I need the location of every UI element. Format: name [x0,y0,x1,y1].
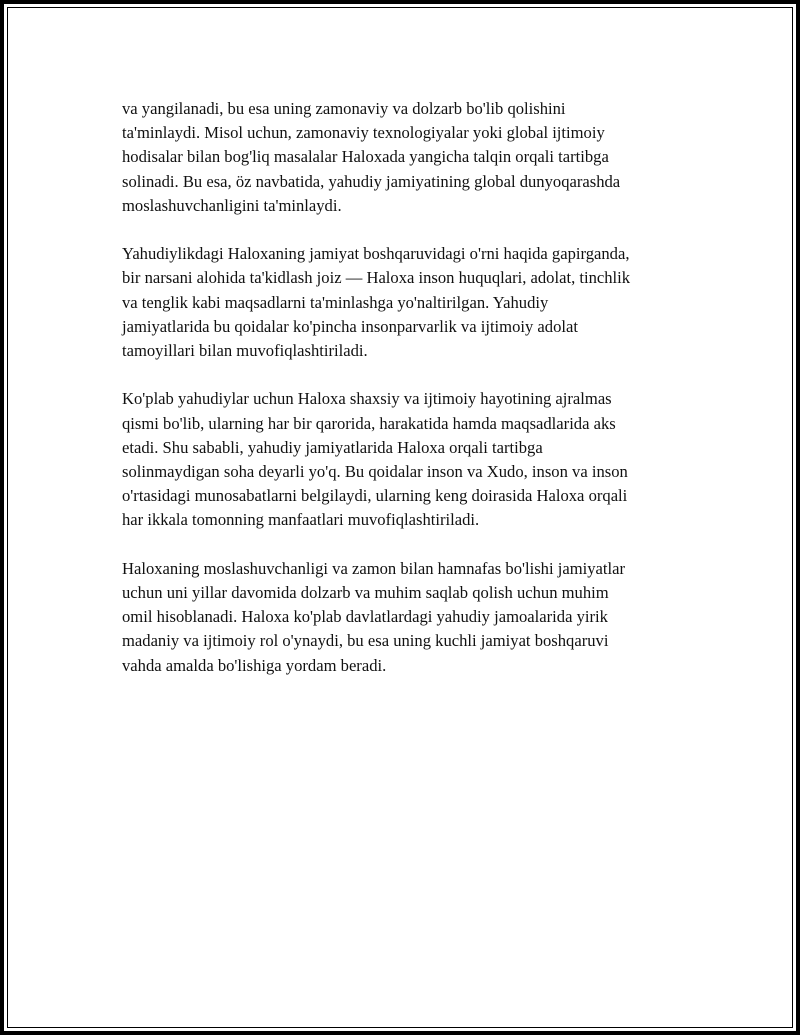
text-line: ta'minlaydi. Misol uchun, zamonaviy texnologiyalar yoki global ijtimoiy [122,123,605,143]
paragraph-4 [122,557,712,678]
text-line: etadi. Shu sababli, yahudiy jamiyatlarida Haloxa orqali tartibga [122,437,543,457]
text-line: qismi bo'lib, ularning har bir qarorida, harakatida hamda maqsadlarida aks [122,413,616,433]
text-line: uchun uni yillar davomida dolzarb va muhim saqlab qolish uchun muhim [122,583,609,603]
text-line: jamiyatlarida bu qoidalar ko'pincha insonparvarlik va ijtimoiy adolat [122,316,578,336]
text-line: bir narsani alohida ta'kidlash joiz — Haloxa inson huquqlari, adolat, tinchlik [122,268,631,288]
text-line: madaniy va ijtimoiy rol o'ynaydi, bu esa uning kuchli jamiyat boshqaruvi [122,631,609,651]
text-line: omil hisoblanadi. Haloxa ko'plab davlatlardagi yahudiy jamoalarida yirik [122,607,608,627]
paragraph-2 [122,242,712,363]
document-body [122,97,712,702]
text-line: har ikkala tomonning manfaatlari muvofiqlashtiriladi. [122,510,480,530]
text-line: va yangilanadi, bu esa uning zamonaviy va dolzarb bo'lib qolishini [122,99,566,118]
paragraph-3 [122,387,712,532]
text-line: va tenglik kabi maqsadlarni ta'minlashga yo'naltirilgan. Yahudiy [122,292,549,312]
paragraph-1 [122,97,712,218]
text-line: vahda amalda bo'lishiga yordam beradi. [122,655,387,675]
text-line: Ko'plab yahudiylar uchun Haloxa shaxsiy va ijtimoiy hayotining ajralmas [122,389,612,409]
text-line: moslashuvchanligini ta'minlaydi. [122,195,342,215]
text-line: o'rtasidagi munosabatlarni belgilaydi, ularning keng doirasida Haloxa orqali [122,486,628,506]
text-line: hodisalar bilan bog'liq masalalar Haloxada yangicha talqin orqali tartibga [122,147,609,167]
text-line: Yahudiylikdagi Haloxaning jamiyat boshqaruvidagi o'rni haqida gapirganda, [122,244,630,264]
text-line: solinmaydigan soha deyarli yo'q. Bu qoidalar inson va Xudo, inson va inson [122,462,628,482]
text-line: tamoyillari bilan muvofiqlashtiriladi. [122,341,368,361]
text-line: Haloxaning moslashuvchanligi va zamon bilan hamnafas bo'lishi jamiyatlar [122,558,625,578]
text-line: solinadi. Bu esa, öz navbatida, yahudiy jamiyatining global dunyoqarashda [122,171,621,191]
